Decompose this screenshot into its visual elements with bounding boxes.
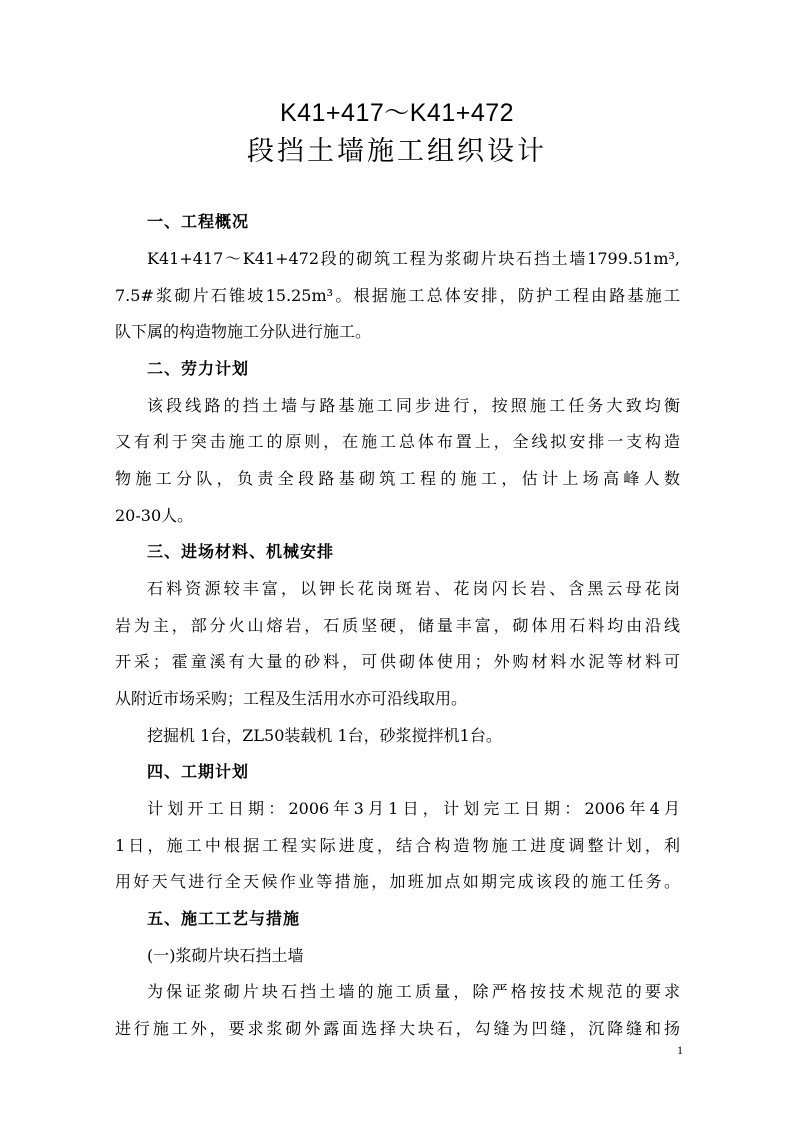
paragraph-line: 物施工分队，负责全段路基砌筑工程的施工，估计上场高峰人数 — [115, 469, 680, 488]
paragraph-line: 岩为主，部分火山熔岩，石质坚硬，储量丰富，砌体用石料均由沿线 — [115, 616, 680, 635]
subsection-heading: (一)浆砌片块石挡土墙 — [147, 946, 304, 965]
section-heading: 四、工期计划 — [147, 762, 250, 781]
paragraph-line: 该段线路的挡土墙与路基施工同步进行，按照施工任务大致均衡 — [147, 396, 680, 415]
section-heading: 一、工程概况 — [147, 212, 250, 231]
paragraph-line: 开采；霍童溪有大量的砂料，可供砌体使用；外购材料水泥等材料可 — [115, 652, 680, 671]
section-heading: 五、施工工艺与措施 — [147, 909, 301, 928]
paragraph-line: 7.5#浆砌片石锥坡15.25m³。根据施工总体安排，防护工程由路基施工 — [115, 286, 680, 305]
paragraph-line: 进行施工外，要求浆砌外露面选择大块石，勾缝为凹缝，沉降缝和扬 — [115, 1019, 680, 1038]
paragraph-line: 计划开工日期：2006年3月1日，计划完工日期：2006年4月 — [147, 799, 680, 818]
page-number: 1 — [677, 1043, 683, 1057]
paragraph-line: 又有利于突击施工的原则，在施工总体布置上，全线拟安排一支构造 — [115, 432, 680, 451]
paragraph-line: 为保证浆砌片块石挡土墙的施工质量，除严格按技术规范的要求 — [147, 982, 680, 1001]
paragraph-line: 队下属的构造物施工分队进行施工。 — [115, 322, 372, 341]
document-title-line1: K41+417～K41+472 — [279, 99, 515, 127]
paragraph-line: 从附近市场采购；工程及生活用水亦可沿线取用。 — [115, 689, 468, 708]
section-heading: 三、进场材料、机械安排 — [147, 542, 335, 561]
paragraph-line: 20-30人。 — [115, 506, 194, 525]
paragraph-line: 用好天气进行全天候作业等措施，加班加点如期完成该段的施工任务。 — [115, 872, 680, 891]
paragraph-line: 石料资源较丰富，以钾长花岗斑岩、花岗闪长岩、含黑云母花岗 — [147, 579, 680, 598]
paragraph-line: 挖掘机 1台，ZL50装载机 1台，砂浆搅拌机1台。 — [147, 726, 502, 745]
document-title-line2: 段挡土墙施工组织设计 — [247, 136, 547, 167]
section-heading: 二、劳力计划 — [147, 359, 250, 378]
paragraph-line: 1日，施工中根据工程实际进度，结合构造物施工进度调整计划，利 — [115, 836, 680, 855]
paragraph-line: K41+417～K41+472段的砌筑工程为浆砌片块石挡土墙1799.51m³, — [147, 249, 680, 268]
